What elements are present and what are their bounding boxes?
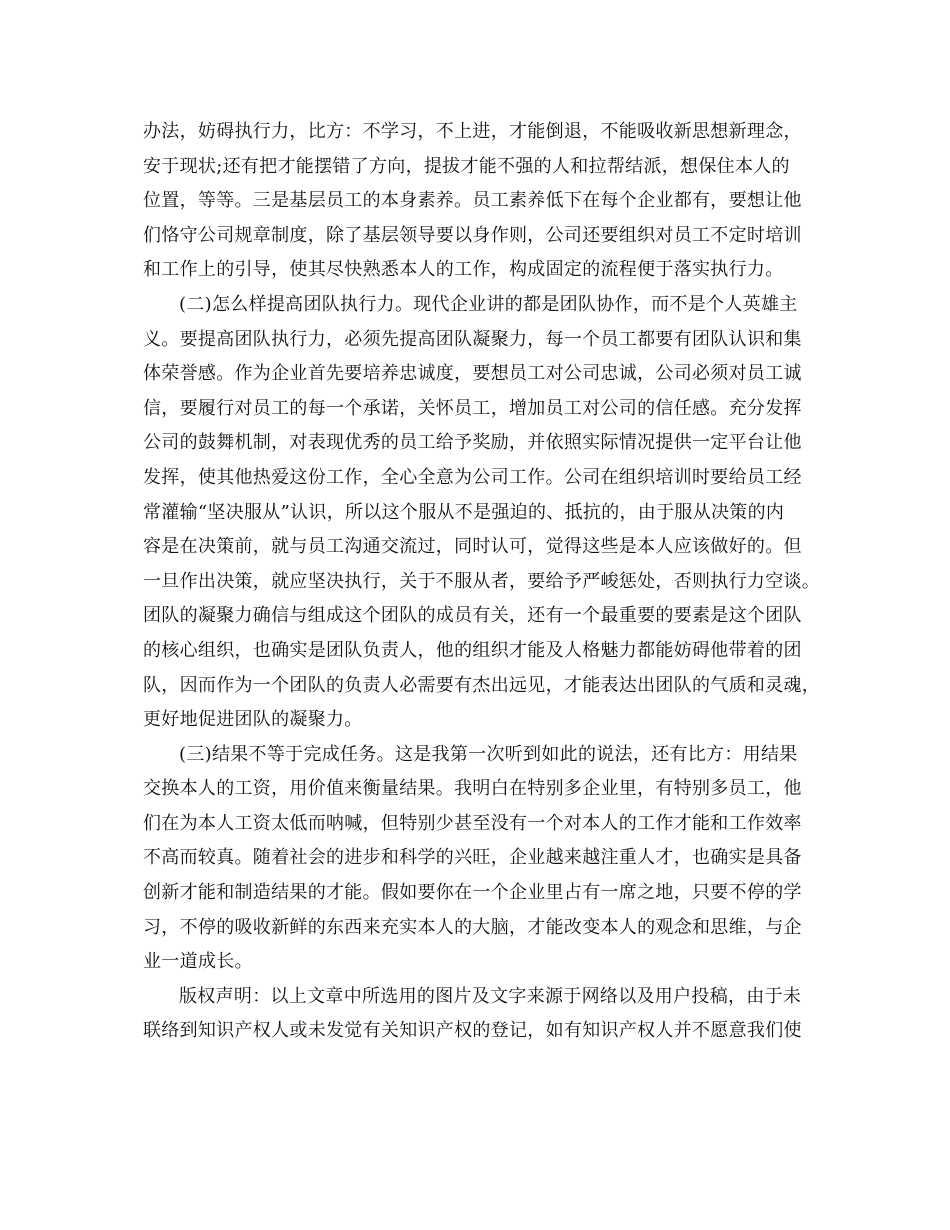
text-line: 信，要履行对员工的每一个承诺，关怀员工，增加员工对公司的信任感。充分发挥 [143, 397, 802, 419]
text-line: 业一道成长。 [143, 951, 253, 973]
text-line: 不高而较真。随着社会的进步和科学的兴旺，企业越来越注重人才，也确实是具备 [143, 847, 802, 869]
text-line: 更好地促进团队的凝聚力。 [143, 709, 363, 731]
text-line: 习，不停的吸收新鲜的东西来充实本人的大脑，才能改变本人的观念和思维，与企 [143, 916, 802, 938]
text-line: 义。要提高团队执行力，必须先提高团队凝聚力，每一个员工都要有团队认识和集 [143, 328, 802, 350]
text-line: 常灌输“坚决服从”认识，所以这个服从不是强迫的、抵抗的，由于服从决策的内 [143, 501, 785, 523]
text-line: 队，因而作为一个团队的负责人必需要有杰出远见，才能表达出团队的气质和灵魂， [143, 674, 821, 696]
text-line: 们在为本人工资太低而呐喊，但特别少甚至没有一个对本人的工作才能和工作效率 [143, 812, 802, 834]
text-line: 办法，妨碍执行力，比方：不学习，不上进，才能倒退，不能吸收新思想新理念， [143, 121, 802, 142]
text-line: 位置，等等。三是基层员工的本身素养。员工素养低下在每个企业都有，要想让他 [143, 190, 802, 212]
text-line: 安于现状;还有把才能摆错了方向，提拔才能不强的人和拉帮结派，想保住本人的 [143, 155, 790, 177]
text-line: 一旦作出决策，就应坚决执行，关于不服从者，要给予严峻惩处，否则执行力空谈。 [143, 570, 821, 592]
text-line: 联络到知识产权人或未发觉有关知识产权的登记，如有知识产权人并不愿意我们使 [143, 1020, 802, 1042]
section-two-heading-line: (二)怎么样提高团队执行力。现代企业讲的都是团队协作，而不是个人英雄主 [179, 293, 798, 315]
text-line: 的核心组织，也确实是团队负责人，他的组织才能及人格魅力都能妨碍他带着的团 [143, 639, 802, 661]
section-three-heading-line: (三)结果不等于完成任务。这是我第一次听到如此的说法，还有比方：用结果 [179, 743, 798, 765]
text-line: 发挥，使其他热爱这份工作，全心全意为公司工作。公司在组织培训时要给员工经 [143, 466, 802, 488]
text-line: 交换本人的工资，用价值来衡量结果。我明白在特别多企业里，有特别多员工，他 [143, 778, 802, 800]
copyright-notice-line: 版权声明：以上文章中所选用的图片及文字来源于网络以及用户投稿，由于未 [179, 985, 802, 1007]
text-line: 体荣誉感。作为企业首先要培养忠诚度，要想员工对公司忠诚，公司必须对员工诚 [143, 363, 802, 385]
text-line: 容是在决策前，就与员工沟通交流过，同时认可，觉得这些是本人应该做好的。但 [143, 536, 802, 558]
text-line: 们恪守公司规章制度，除了基层领导要以身作则，公司还要组织对员工不定时培训 [143, 224, 802, 246]
text-line: 创新才能和制造结果的才能。假如要你在一个企业里占有一席之地，只要不停的学 [143, 882, 802, 904]
text-line: 团队的凝聚力确信与组成这个团队的成员有关，还有一个最重要的要素是这个团队 [143, 605, 802, 627]
text-line: 公司的鼓舞机制，对表现优秀的员工给予奖励，并依照实际情况提供一定平台让他 [143, 432, 802, 454]
text-line: 和工作上的引导，使其尽快熟悉本人的工作，构成固定的流程便于落实执行力。 [143, 259, 784, 281]
article-body [143, 115, 833, 1049]
